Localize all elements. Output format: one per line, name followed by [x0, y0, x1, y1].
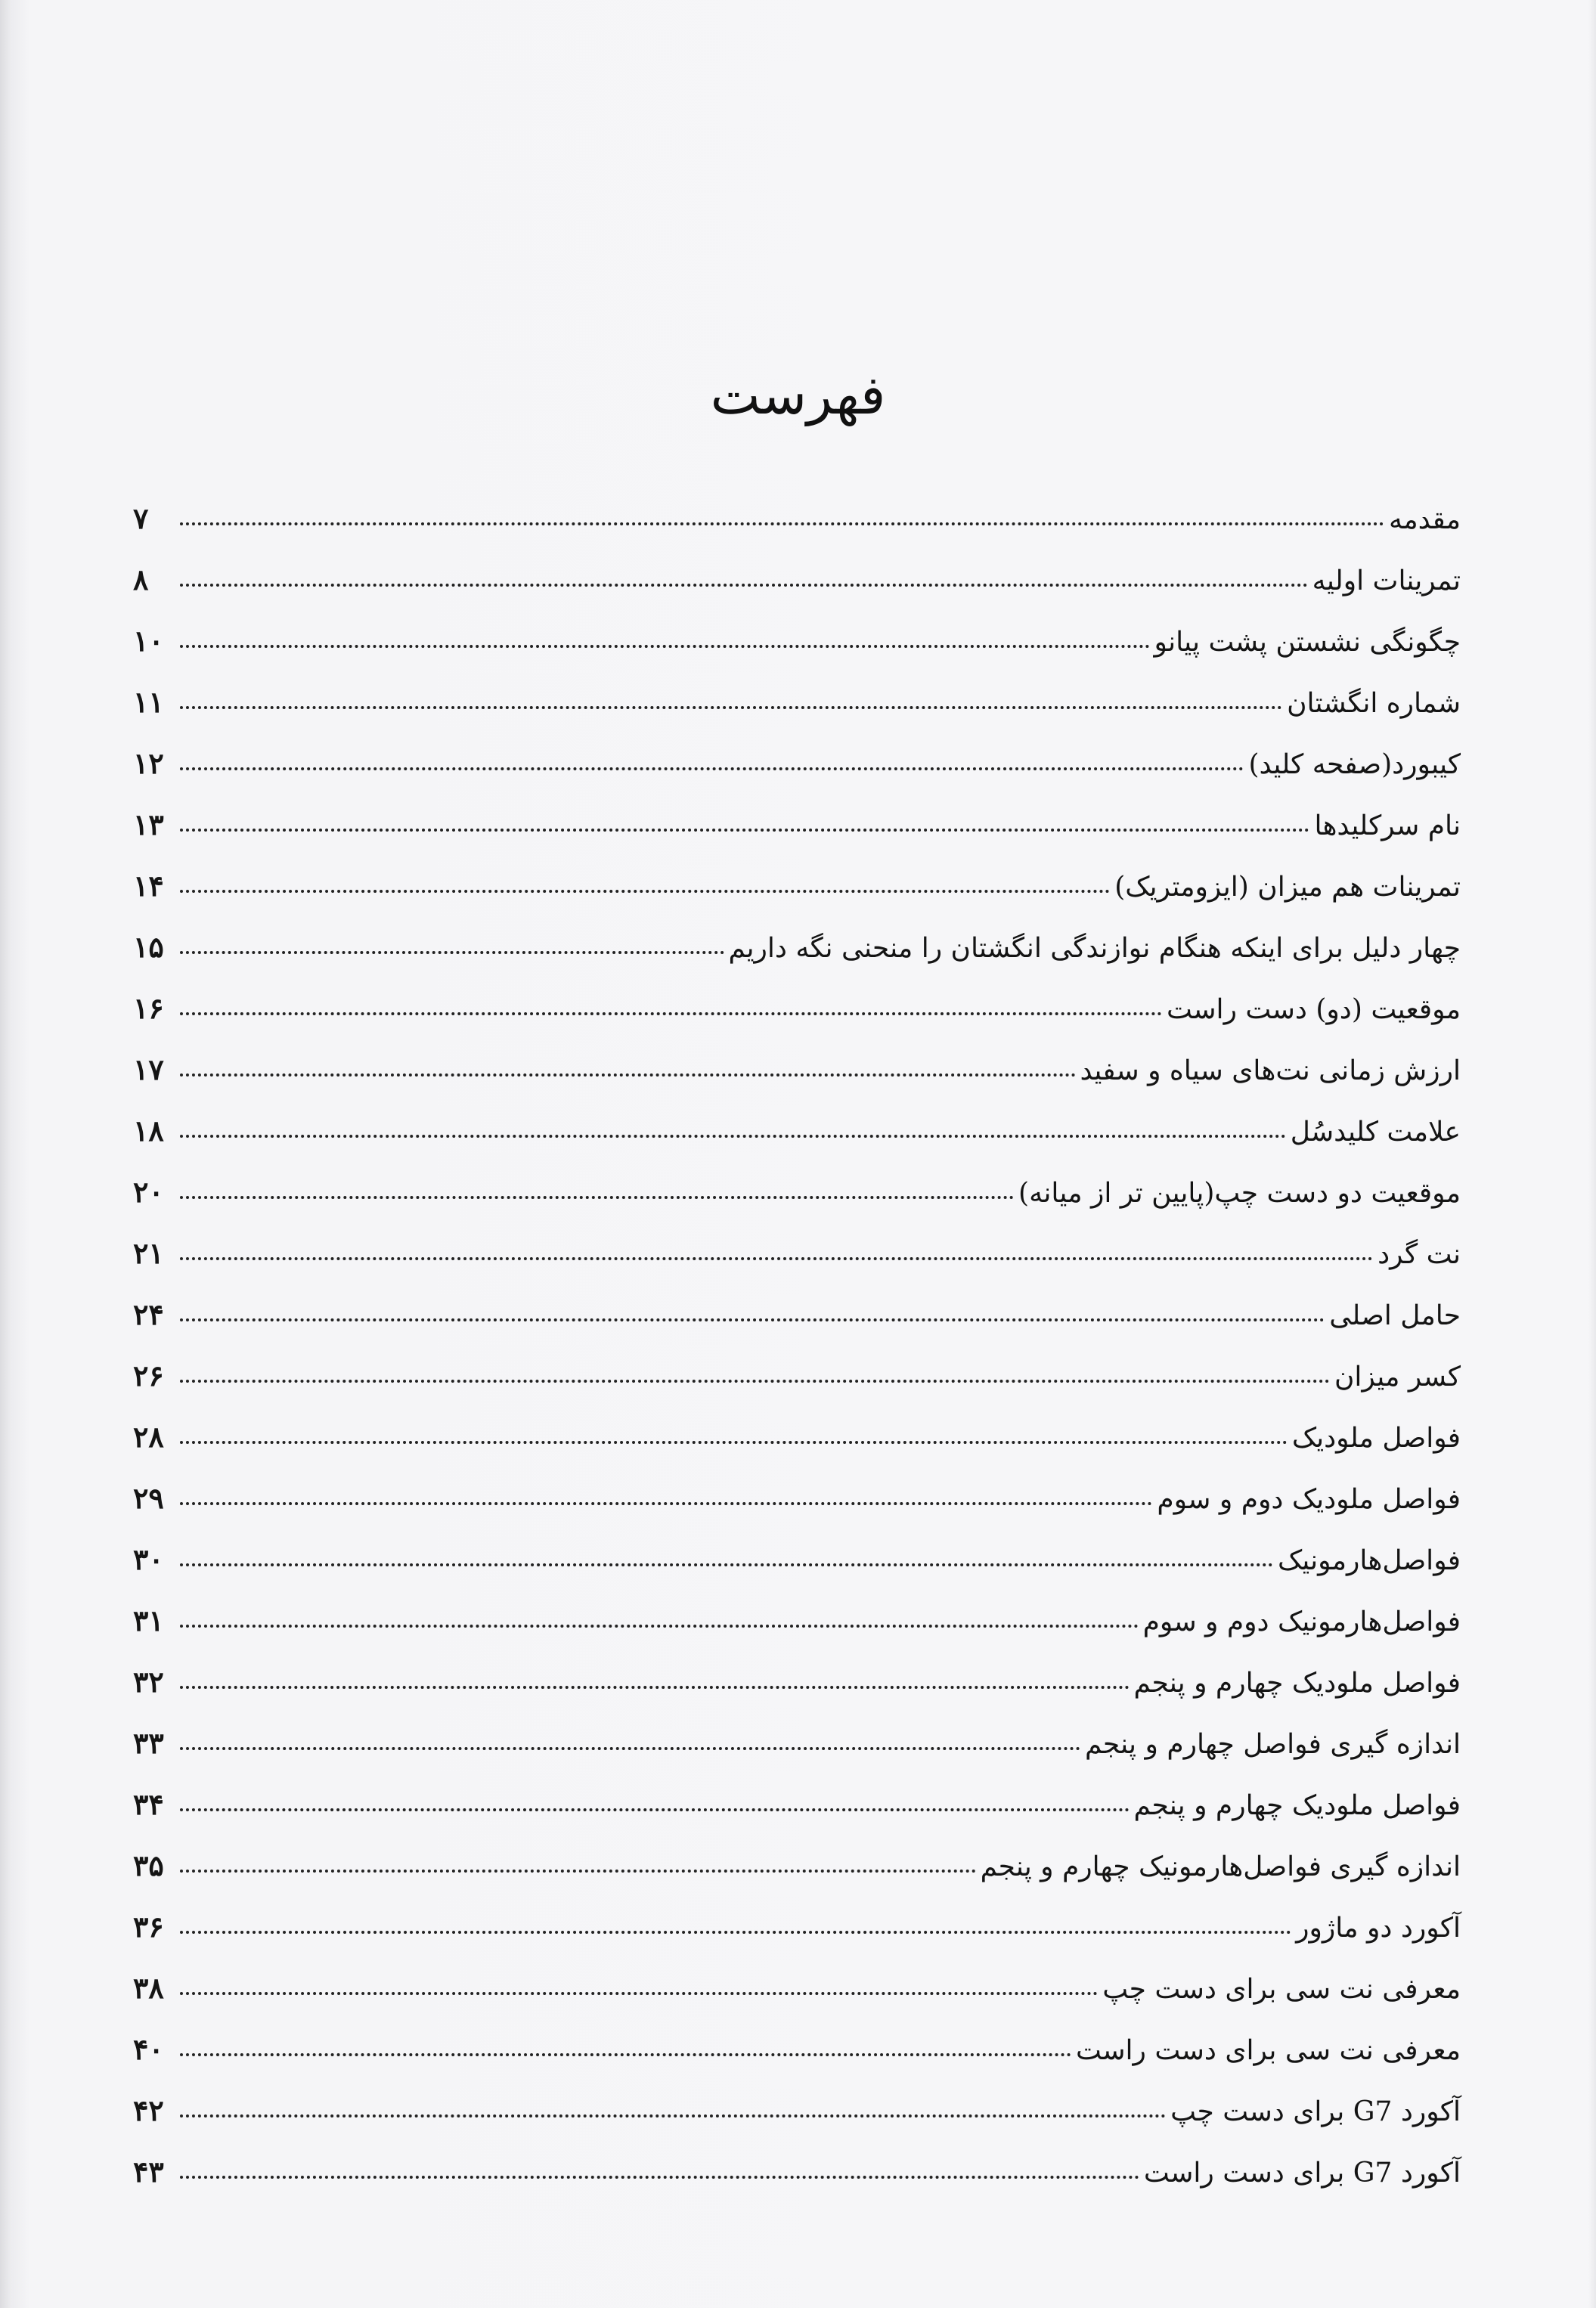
toc-entry — [133, 2080, 1461, 2141]
toc-entry — [133, 1835, 1461, 1896]
toc-entry-title: فواصل ملودیک چهارم و پنجم — [1133, 1668, 1461, 1699]
dot-leader — [180, 1808, 1130, 1811]
dot-leader — [180, 1931, 1291, 1934]
page-edge-shadow — [1588, 0, 1596, 2308]
toc-entry-title: فواصل‌هارمونیک دوم و سوم — [1142, 1606, 1461, 1637]
toc-entry — [133, 1161, 1461, 1222]
toc-entry-title: چگونگی نشستن پشت پیانو — [1154, 627, 1461, 658]
dot-leader — [180, 1012, 1162, 1015]
toc-entry — [133, 2141, 1461, 2202]
toc-entry — [133, 733, 1461, 794]
toc-entry-page: ۳۲ — [133, 1665, 164, 1699]
toc-entry-title: شماره انگشتان — [1287, 688, 1461, 719]
toc-entry-title: کسر میزان — [1334, 1362, 1461, 1393]
toc-entry-title: حامل اصلی — [1329, 1300, 1461, 1331]
toc-entry-title: نام سرکلیدها — [1314, 810, 1461, 841]
dot-leader — [180, 1502, 1152, 1505]
toc-entry-page: ۲۶ — [133, 1358, 164, 1393]
toc-entry-page: ۱۶ — [133, 991, 164, 1025]
toc-entry — [133, 2018, 1461, 2080]
dot-leader — [180, 1135, 1286, 1138]
dot-leader — [180, 1870, 976, 1873]
toc-entry-page: ۱۰ — [133, 624, 164, 658]
toc-entry-page: ۱۲ — [133, 746, 164, 780]
dot-leader — [180, 767, 1244, 770]
dot-leader — [180, 584, 1308, 587]
toc-entry-page: ۷ — [133, 501, 149, 535]
toc-entry-page: ۲۸ — [133, 1420, 164, 1454]
toc-entry-page: ۳۱ — [133, 1603, 164, 1637]
toc-entry-page: ۳۶ — [133, 1910, 164, 1944]
toc-entry-page: ۱۵ — [133, 930, 164, 964]
toc-entry-page: ۳۵ — [133, 1848, 164, 1882]
toc-entry-title: معرفی نت سی برای دست راست — [1076, 2035, 1461, 2066]
toc-entry-title: موقعیت دو دست چپ(پایین تر از میانه) — [1018, 1178, 1461, 1209]
toc-entry — [133, 1222, 1461, 1284]
toc-entry-title: علامت کلیدسُل — [1290, 1117, 1461, 1148]
dot-leader — [180, 951, 724, 954]
toc-entry — [133, 1100, 1461, 1161]
toc-entry-page: ۱۸ — [133, 1114, 164, 1148]
toc-entry-page: ۲۰ — [133, 1175, 164, 1209]
dot-leader — [180, 1563, 1273, 1566]
toc-entry-page: ۳۴ — [133, 1787, 164, 1821]
table-of-contents — [133, 488, 1461, 2202]
dot-leader — [180, 2114, 1166, 2117]
toc-entry-page: ۲۹ — [133, 1481, 164, 1515]
dot-leader — [180, 1441, 1288, 1444]
toc-entry — [133, 1039, 1461, 1100]
toc-entry-title: نت گرد — [1378, 1239, 1461, 1270]
toc-entry — [133, 1957, 1461, 2018]
dot-leader — [180, 522, 1384, 525]
page-title: فهرست — [710, 364, 886, 426]
toc-entry-page: ۱۱ — [133, 685, 164, 719]
toc-entry — [133, 1712, 1461, 1774]
toc-entry-title: موقعیت (دو) دست راست — [1167, 994, 1461, 1025]
toc-entry-page: ۸ — [133, 562, 149, 596]
toc-entry — [133, 1467, 1461, 1529]
toc-entry — [133, 1284, 1461, 1345]
toc-entry-title: اندازه گیری فواصل‌هارمونیک چهارم و پنجم — [980, 1851, 1461, 1882]
toc-entry — [133, 916, 1461, 977]
toc-entry-title: ارزش زمانی نت‌های سیاه و سفید — [1080, 1055, 1461, 1086]
toc-entry — [133, 1651, 1461, 1712]
toc-entry-title: آکورد G7 برای دست راست — [1143, 2158, 1461, 2189]
toc-entry-title: آکورد G7 برای دست چپ — [1170, 2096, 1461, 2127]
toc-entry-page: ۳۰ — [133, 1542, 164, 1576]
dot-leader — [180, 890, 1110, 893]
toc-entry-page: ۳۸ — [133, 1971, 164, 2005]
dot-leader — [180, 1747, 1080, 1750]
toc-entry-page: ۴۰ — [133, 2032, 164, 2066]
dot-leader — [180, 829, 1309, 832]
toc-entry-page: ۲۴ — [133, 1297, 164, 1331]
toc-entry — [133, 1529, 1461, 1590]
dot-leader — [180, 2176, 1139, 2179]
toc-entry-title: آکورد دو ماژور — [1296, 1913, 1461, 1944]
dot-leader — [180, 1073, 1076, 1077]
toc-entry-title: فواصل ملودیک چهارم و پنجم — [1133, 1790, 1461, 1821]
dot-leader — [180, 2053, 1071, 2056]
dot-leader — [180, 1257, 1373, 1260]
toc-entry-page: ۴۳ — [133, 2155, 164, 2189]
toc-entry-title: تمرینات اولیه — [1312, 565, 1461, 596]
toc-entry — [133, 794, 1461, 855]
toc-entry-page: ۱۳ — [133, 807, 164, 841]
toc-entry-title: معرفی نت سی برای دست چپ — [1102, 1974, 1461, 2005]
dot-leader — [180, 1318, 1325, 1321]
toc-entry — [133, 549, 1461, 610]
toc-entry — [133, 855, 1461, 916]
toc-entry — [133, 610, 1461, 671]
dot-leader — [180, 1380, 1330, 1383]
toc-entry-title: فواصل ملودیک — [1291, 1423, 1461, 1454]
dot-leader — [180, 706, 1282, 709]
dot-leader — [180, 1992, 1098, 1995]
toc-entry — [133, 671, 1461, 733]
toc-entry — [133, 1774, 1461, 1835]
toc-entry — [133, 1406, 1461, 1467]
toc-entry-title: اندازه گیری فواصل چهارم و پنجم — [1084, 1729, 1461, 1760]
toc-entry-title: کیبورد(صفحه کلید) — [1248, 749, 1461, 780]
toc-entry — [133, 977, 1461, 1039]
toc-entry-page: ۱۴ — [133, 869, 164, 903]
toc-entry-title: تمرینات هم میزان (ایزومتریک) — [1114, 872, 1461, 903]
dot-leader — [180, 1625, 1139, 1628]
toc-entry-page: ۱۷ — [133, 1052, 164, 1086]
toc-entry-page: ۳۳ — [133, 1726, 164, 1760]
dot-leader — [180, 645, 1150, 648]
toc-entry-title: فواصل ملودیک دوم و سوم — [1157, 1484, 1461, 1515]
toc-entry — [133, 1590, 1461, 1651]
dot-leader — [180, 1196, 1014, 1199]
dot-leader — [180, 1686, 1130, 1689]
toc-entry-title: چهار دلیل برای اینکه هنگام نوازندگی انگشتان را منحنی نگه داریم — [728, 933, 1461, 964]
toc-entry — [133, 1345, 1461, 1406]
toc-entry-page: ۴۲ — [133, 2093, 164, 2127]
toc-entry-title: مقدمه — [1389, 504, 1461, 535]
toc-entry-title: فواصل‌هارمونیک — [1278, 1545, 1461, 1576]
toc-entry-page: ۲۱ — [133, 1236, 164, 1270]
toc-entry — [133, 1896, 1461, 1957]
toc-entry — [133, 488, 1461, 549]
